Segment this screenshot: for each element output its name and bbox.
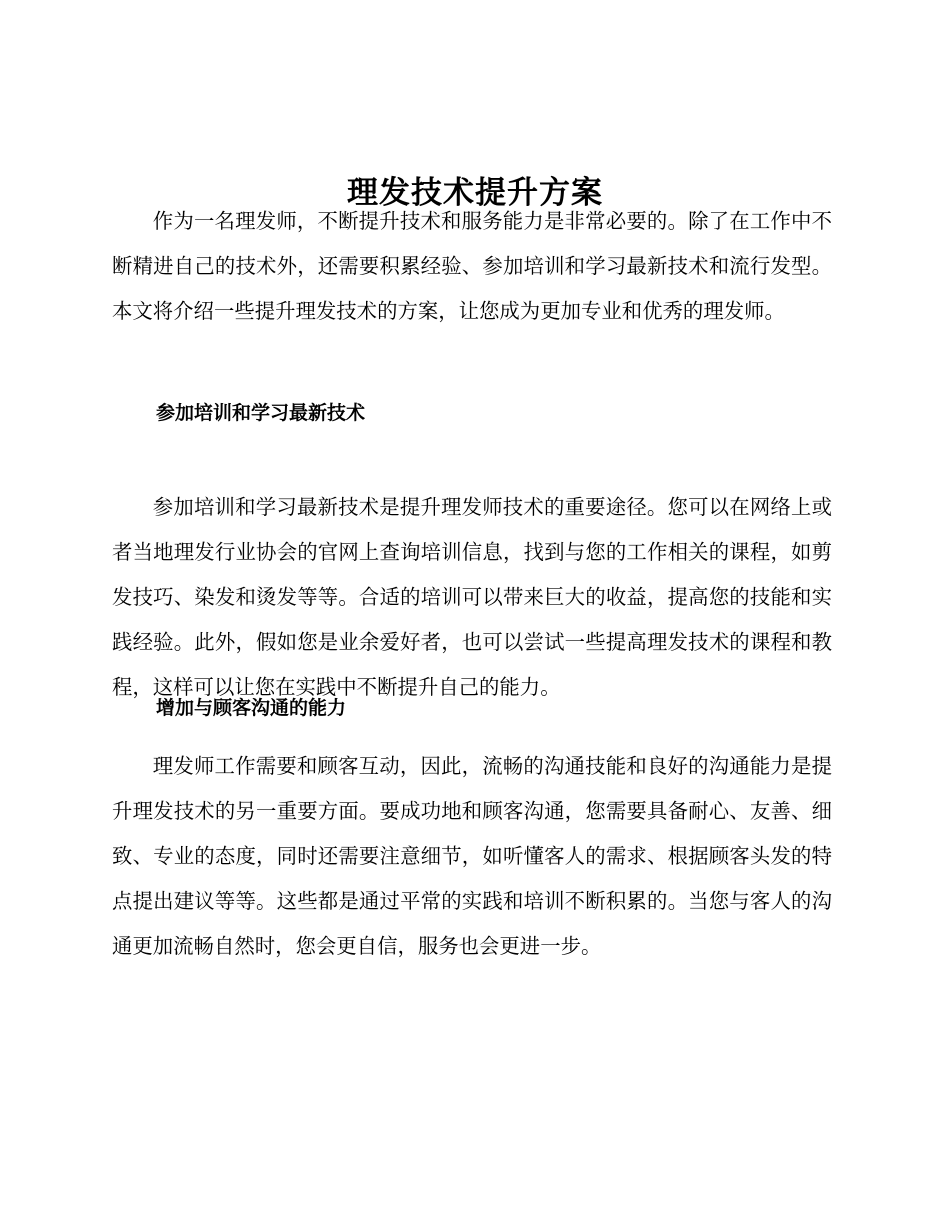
document-title: 理发技术提升方案 bbox=[347, 174, 603, 211]
section-heading-training: 参加培训和学习最新技术 bbox=[156, 402, 366, 424]
section-body-training: 参加培训和学习最新技术是提升理发师技术的重要途径。您可以在网络上或者当地理发行业协会的官网上查询培训信息，找到与您的工作相关的课程，如剪发技巧、染发和烫发等等。合适的培训可以带来巨大的收益，提高您的技能和实践经验。此外，假如您是业余爱好者，也可以尝试一些提高理发技术的课程和教程，这样可以让您在实践中不断提升自己的能力。 bbox=[112, 495, 832, 699]
section-heading-communication: 增加与顾客沟通的能力 bbox=[156, 697, 347, 719]
intro-paragraph: 作为一名理发师，不断提升技术和服务能力是非常必要的。除了在工作中不断精进自己的技术外，还需要积累经验、参加培训和学习最新技术和流行发型。本文将介绍一些提升理发技术的方案，让您成为更加专业和优秀的理发师。 bbox=[112, 209, 832, 323]
section-body-communication: 理发师工作需要和顾客互动，因此，流畅的沟通技能和良好的沟通能力是提升理发技术的另一重要方面。要成功地和顾客沟通，您需要具备耐心、友善、细致、专业的态度，同时还需要注意细节，如听懂客人的需求、根据顾客头发的特点提出建议等等。这些都是通过平常的实践和培训不断积累的。当您与客人的沟通更加流畅自然时，您会更自信，服务也会更进一步。 bbox=[112, 754, 832, 958]
